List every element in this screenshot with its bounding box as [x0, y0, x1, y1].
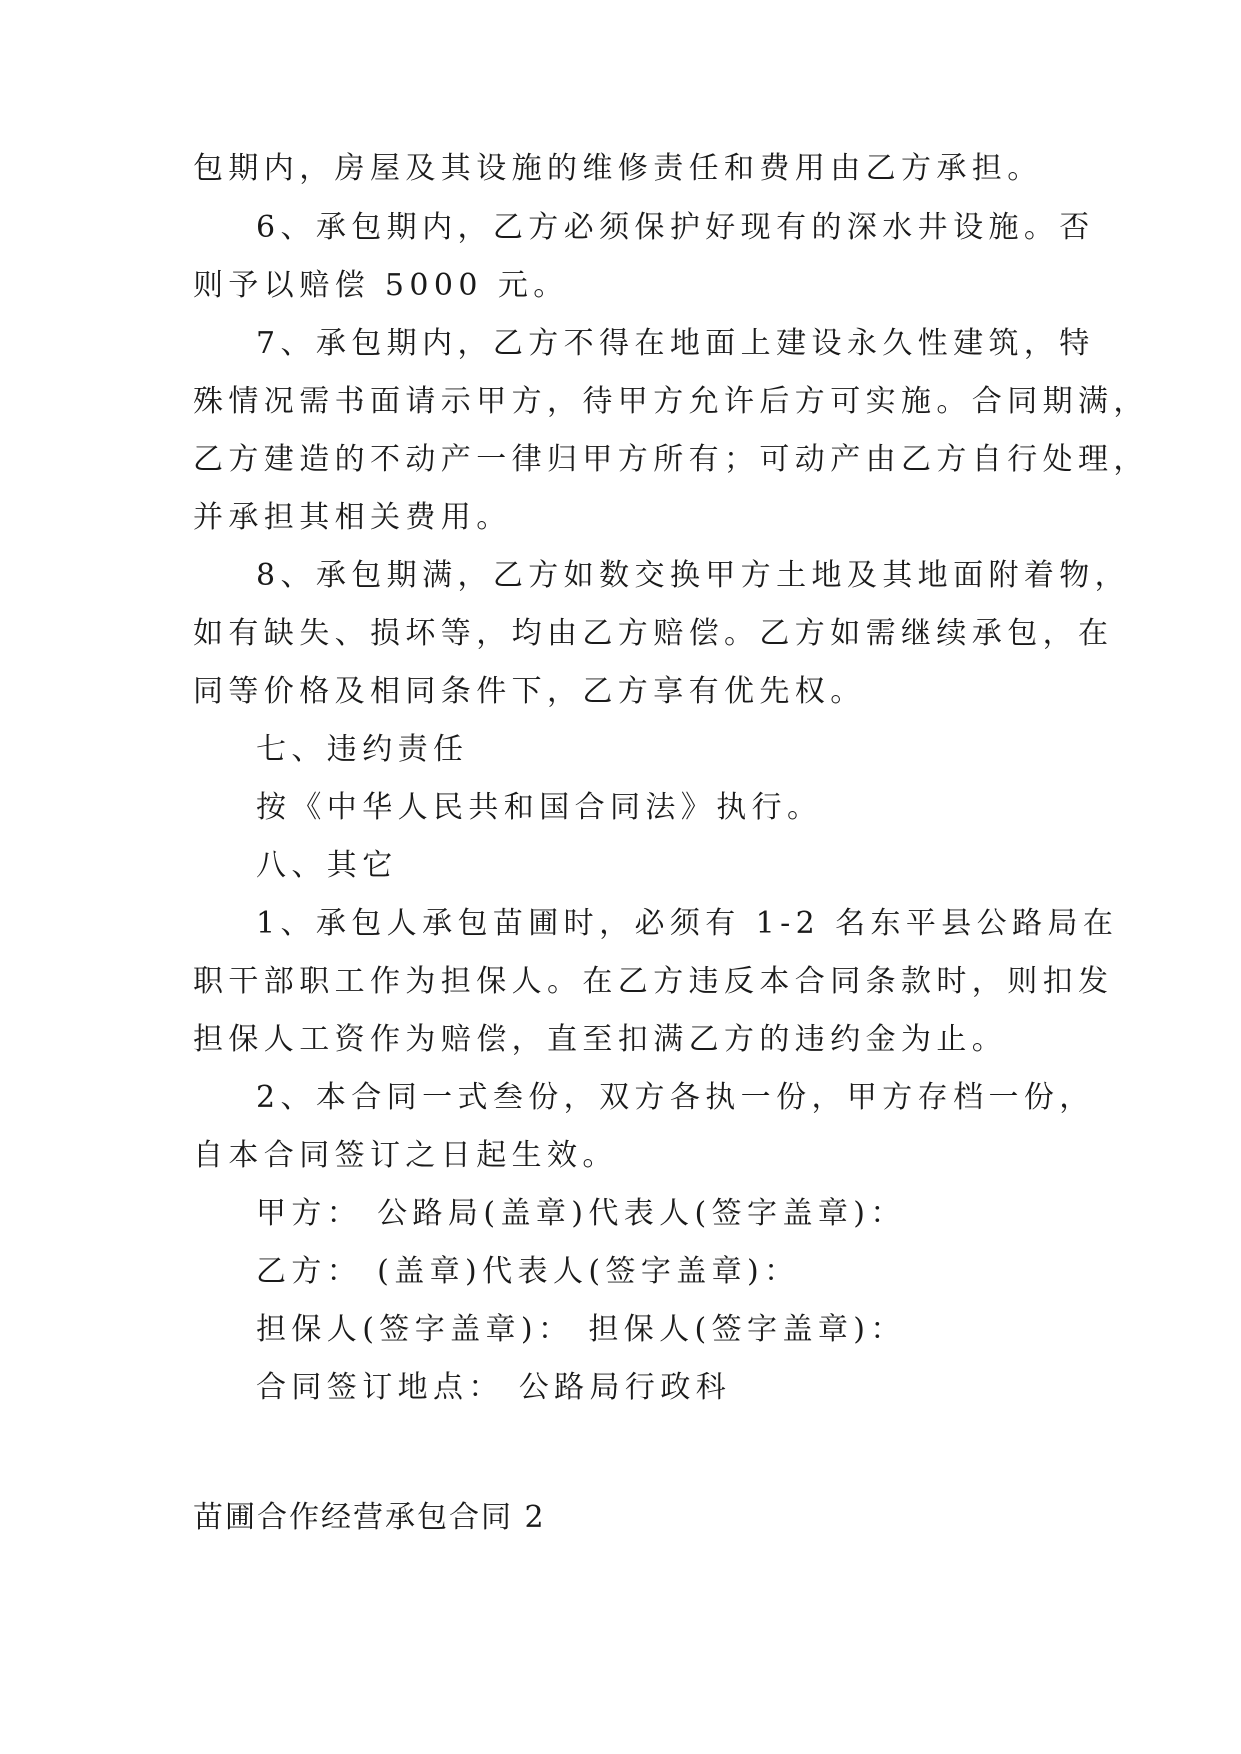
text-line-3: 则予以赔偿 5000 元。 [193, 268, 569, 303]
text-line-9: 如有缺失、损坏等，均由乙方赔偿。乙方如需继续承包，在 [193, 616, 1114, 651]
text-line-2: 6、承包期内，乙方必须保护好现有的深水井设施。否 [256, 210, 1095, 245]
text-line-5: 殊情况需书面请示甲方，待甲方允许后方可实施。合同期满， [193, 384, 1149, 419]
text-line-4: 7、承包期内，乙方不得在地面上建设永久性建筑，特 [256, 326, 1095, 361]
text-line-17: 2、本合同一式叁份，双方各执一份，甲方存档一份， [256, 1080, 1095, 1115]
next-document-title: 苗圃合作经营承包合同 2 [193, 1500, 546, 1535]
text-line-1: 包期内，房屋及其设施的维修责任和费用由乙方承担。 [193, 151, 1043, 186]
text-line-15: 职干部职工作为担保人。在乙方违反本合同条款时，则扣发 [193, 964, 1114, 999]
text-line-8: 8、承包期满，乙方如数交换甲方土地及其地面附着物， [256, 558, 1131, 593]
text-line-6: 乙方建造的不动产一律归甲方所有；可动产由乙方自行处理， [193, 442, 1149, 477]
signing-location: 合同签订地点： 公路局行政科 [256, 1370, 732, 1405]
text-line-7: 并承担其相关费用。 [193, 500, 512, 535]
section-heading-breach: 七、违约责任 [256, 732, 469, 767]
text-line-12: 按《中华人民共和国合同法》执行。 [256, 790, 823, 825]
signature-party-b: 乙方： (盖章)代表人(签字盖章)： [256, 1254, 800, 1289]
section-heading-other: 八、其它 [256, 848, 398, 883]
text-line-16: 担保人工资作为赔偿，直至扣满乙方的违约金为止。 [193, 1022, 1008, 1057]
text-line-10: 同等价格及相同条件下，乙方享有优先权。 [193, 674, 866, 709]
text-line-14: 1、承包人承包苗圃时，必须有 1-2 名东平县公路局在 [256, 906, 1119, 941]
signature-party-a: 甲方： 公路局(盖章)代表人(签字盖章)： [256, 1196, 906, 1231]
text-line-18: 自本合同签订之日起生效。 [193, 1138, 618, 1173]
signature-guarantors: 担保人(签字盖章)： 担保人(签字盖章)： [256, 1312, 906, 1347]
